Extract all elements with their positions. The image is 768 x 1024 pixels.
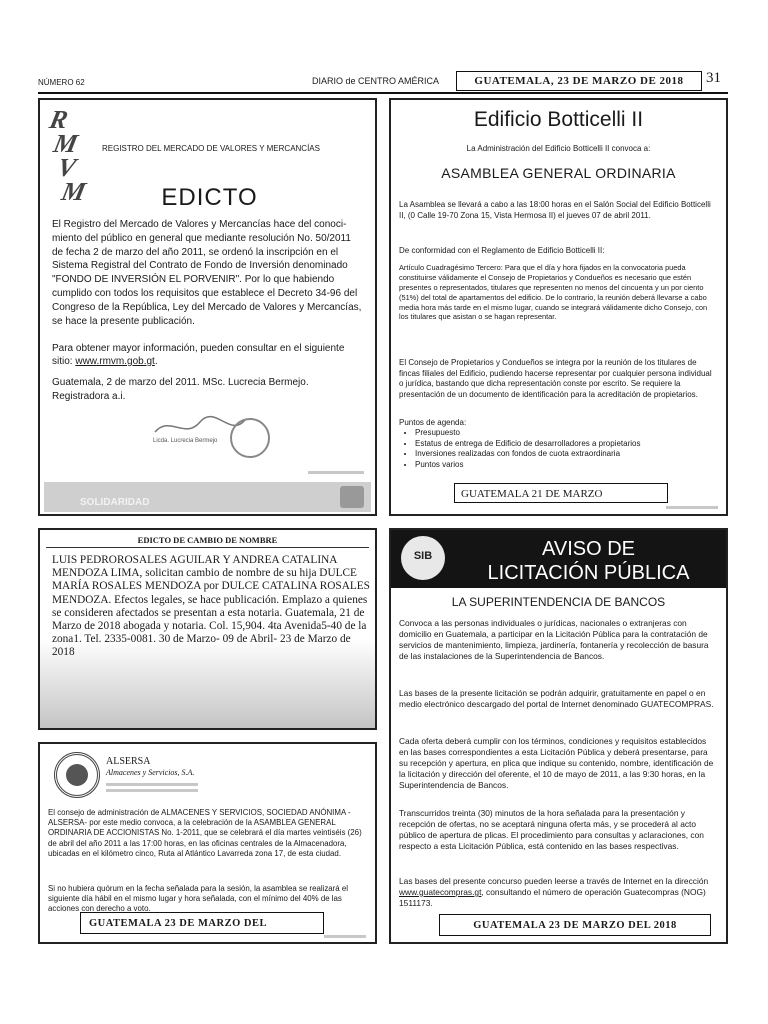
- agenda-item: • Inversiones realizadas con fondos de cuota extraordinaria: [415, 449, 733, 460]
- edicto-rmvm-ad: [38, 98, 377, 516]
- issue-number: NÚMERO 62: [38, 78, 85, 87]
- alsersa-contact-blur: [106, 780, 198, 795]
- solidaridad-logo: SOLIDARIDAD: [80, 497, 150, 508]
- edicto-title: EDICTO: [161, 184, 258, 211]
- licitacion-p5: [399, 876, 717, 909]
- botticelli-title: Edificio Botticelli II: [473, 108, 644, 131]
- cambio-body: LUIS PEDROROSALES AGUILAR Y ANDREA CATALINA MENDOZA LIMA, solicitan cambio de nombre de su hija DULCE MARÍA ROSALES MENDOZA por DULCE CATALINA ROSALES MENDOZA. Efectos legales, se hace publicación. Emplazo a quienes se consideren afectados se presentan a esta notaria. Guatemala, 21 de Marzo de 2018 abogada y notaria. Col. 15,904. 4ta Avenida5-40 de la zona1. Tel. 2335-0081. 30 de Marzo- 09 de Abril- 23 de Marzo de 2018: [52, 554, 370, 659]
- newspaper-name: DIARIO de CENTRO AMÉRICA: [312, 76, 440, 86]
- alsersa-p2: Si no hubiera quórum en la fecha señalada para la sesión, la asamblea se realizará el siguiente día hábil en el mismo lugar y hora señalada, con el mínimo del 40% de las acciones con derecho a voto.: [48, 883, 349, 914]
- botticelli-p2: De conformidad con el Reglamento de Edificio Botticelli II:: [399, 246, 605, 255]
- alsersa-subtitle: Almacenes y Servicios, S.A.: [106, 768, 195, 777]
- agenda-title: Puntos de agenda:: [399, 418, 467, 427]
- sib-badge-icon: [401, 536, 445, 580]
- botticelli-p3: Artículo Cuadragésimo Tercero: Para que el día y hora fijados en la convocatoria pueda constituirse válidamente el Consejo de Propietarios y Condueños es necesario que estén presentes o representados, titulares que representen no menos del cincuenta y un por ciento (51%) del total de apartamentos del edificio. De lo contrario, la reunión deberá llevarse a cabo media hora más tarde en el mismo lugar, cuando se integrará válidamente dicho Consejo, con los titulares que asistan o se hagan representar.: [399, 263, 708, 322]
- alsersa-date-box: GUATEMALA 23 DE MARZO DEL: [80, 912, 324, 934]
- licitacion-ad: [389, 528, 728, 944]
- sib-badge-text: SIB: [413, 550, 433, 562]
- licitacion-p1: Convoca a las personas individuales o jurídicas, nacionales o extranjeras con domicilio en Guatemala, a participar en la Licitación Pública para la contratación de servicios de mantenimiento, limpieza, jardinería, fontanería y recolección de basura de las instalaciones de la Superintendencia de Bancos.: [399, 618, 709, 661]
- cambio-title: EDICTO DE CAMBIO DE NOMBRE: [137, 535, 278, 545]
- rmvm-logo-letter: V: [55, 153, 79, 182]
- licitacion-p2: Las bases de la presente licitación se podrán adquirir, gratuitamente en papel o en medio electrónico descargado del portal de Internet denominado GUATECOMPRAS.: [399, 688, 714, 709]
- edicto-info: Para obtener mayor información, pueden consultar en el siguiente sitio: www.rmvm.gob.gt.: [52, 343, 345, 367]
- blur-line: [106, 783, 198, 786]
- ad-code: [666, 506, 718, 509]
- government-logo-icon: [340, 486, 364, 508]
- page-number: 31: [706, 70, 721, 86]
- licitacion-title-2: LICITACIÓN PÚBLICA: [487, 562, 690, 584]
- licitacion-p3: Cada oferta deberá cumplir con los términos, condiciones y requisitos establecidos en las bases correspondientes a esta Licitación Pública y deberá presentarse, para su recepción y apertura, en plica que indique su contenido, nombre, identificación de la licitación y dirección del oferente, el 10 de mayo de 2011, a las 9:30 horas, en la Superintendencia de Bancos.: [399, 736, 714, 790]
- licitacion-date-box: GUATEMALA 23 DE MARZO DEL 2018: [439, 914, 711, 936]
- botticelli-convoca: La Administración del Edificio Botticelli II convoca a:: [466, 144, 651, 153]
- licitacion-banner: [391, 530, 726, 588]
- agenda-item: • Puntos varios: [415, 460, 733, 471]
- ad-code: [324, 935, 366, 938]
- alsersa-name: ALSERSA: [106, 756, 151, 767]
- edicto-link[interactable]: www.rmvm.gob.gt: [75, 356, 155, 367]
- header-rule: [38, 92, 728, 94]
- assembly-title: ASAMBLEA GENERAL ORDINARIA: [441, 165, 676, 181]
- guatecompras-link[interactable]: www.guatecompras.gt: [399, 887, 482, 897]
- botticelli-ad: [389, 98, 728, 516]
- licitacion-p5-end: , consultando el número de operación Guatecompras (NOG) 1511173.: [399, 887, 706, 908]
- alsersa-p1: El consejo de administración de ALMACENES Y SERVICIOS, SOCIEDAD ANÓNIMA -ALSERSA- por este medio convoca, a la celebración de la ASAMBLEA GENERAL ORDINARIA DE ACCIONISTAS No. 1-2011, que se celebrará el día martes veintiséis (26) de abril del año 2011 a las 17:00 horas, en las oficinas centrales de la Almacenadora, ubicadas en el kilómetro cinco, Ruta al Atlántico Lavarreda zona 17, de esta ciudad.: [48, 807, 362, 859]
- registry-name: REGISTRO DEL MERCADO DE VALORES Y MERCANCÍAS: [102, 144, 320, 153]
- rmvm-logo-letter: R: [47, 105, 71, 134]
- licitacion-p4: Transcurridos treinta (30) minutos de la hora señalada para la presentación y recepción de ofertas, no se aceptará ninguna oferta más, y se procederá al acto público de apertura de plicas. El procedimiento para consultas y aclaraciones, con respecto a esta Licitación Pública, está contenido en las bases respectivas.: [399, 808, 704, 851]
- botticelli-p4: El Consejo de Propietarios y Condueños se integra por la reunión de los titulares de fincas filiales del Edificio, pudiendo hacerse representar por cualquier persona individual o jurídica, bastando que dicha representación conste por escrito. Se requiere la presentación de un documento de identificación para la acreditación de propietarios.: [399, 358, 712, 399]
- ad-code: [308, 471, 364, 474]
- botticelli-p1: La Asamblea se llevará a cabo a las 18:00 horas en el Salón Social del Edificio Botticelli II, (0 Calle 19-70 Zona 15, Vista Hermosa II) el jueves 07 de abril 2011.: [399, 200, 711, 220]
- seal-icon: [230, 418, 270, 458]
- cambio-nombre-ad: [38, 528, 377, 730]
- rmvm-logo-letter: M: [51, 129, 81, 158]
- rmvm-logo-letter: M: [59, 177, 89, 206]
- signature-name: Licda. Lucrecia Bermejo: [153, 438, 218, 444]
- licitacion-title-1: AVISO DE: [542, 538, 635, 560]
- agenda-item: • Estatus de entrega de Edificio de desarrolladores a propietarios: [415, 439, 733, 450]
- edicto-info-text: Para obtener mayor información, pueden consultar en el siguiente sitio:: [52, 343, 345, 367]
- alsersa-ad: [38, 742, 377, 944]
- cambio-title-rule: [46, 547, 369, 548]
- licitacion-subtitle: LA SUPERINTENDENCIA DE BANCOS: [451, 595, 666, 609]
- blur-line: [106, 789, 198, 792]
- licitacion-p5-text: Las bases del presente concurso pueden leerse a través de Internet en la dirección: [399, 876, 709, 886]
- agenda-item: • Presupuesto: [415, 428, 733, 439]
- alsersa-logo-icon: [54, 752, 100, 798]
- header-date: GUATEMALA, 23 DE MARZO DE 2018: [456, 71, 702, 91]
- edicto-body: El Registro del Mercado de Valores y Mercancías hace del conocimiento del público en general que mediante resolución No. 50/2011 de fecha 2 de marzo del año 2011, se ordenó la inscripción en el Sistema Registral del Contrato de Fondo de Inversión denominado "FONDO DE INVERSIÓN EL PORVENIR". Por lo que habiendo cumplido con todos los requisitos que establece el Decreto 34-96 del Congreso de la República, Ley del Mercado de Valores y Mercancías, se hace la presente publicación.: [52, 219, 362, 327]
- botticelli-date-box: GUATEMALA 21 DE MARZO: [454, 483, 668, 503]
- agenda-list: [399, 428, 733, 470]
- edicto-closing: Guatemala, 2 de marzo del 2011. MSc. Lucrecia Bermejo. Registradora a.i.: [52, 377, 309, 402]
- alsersa-logo-core: [66, 764, 88, 786]
